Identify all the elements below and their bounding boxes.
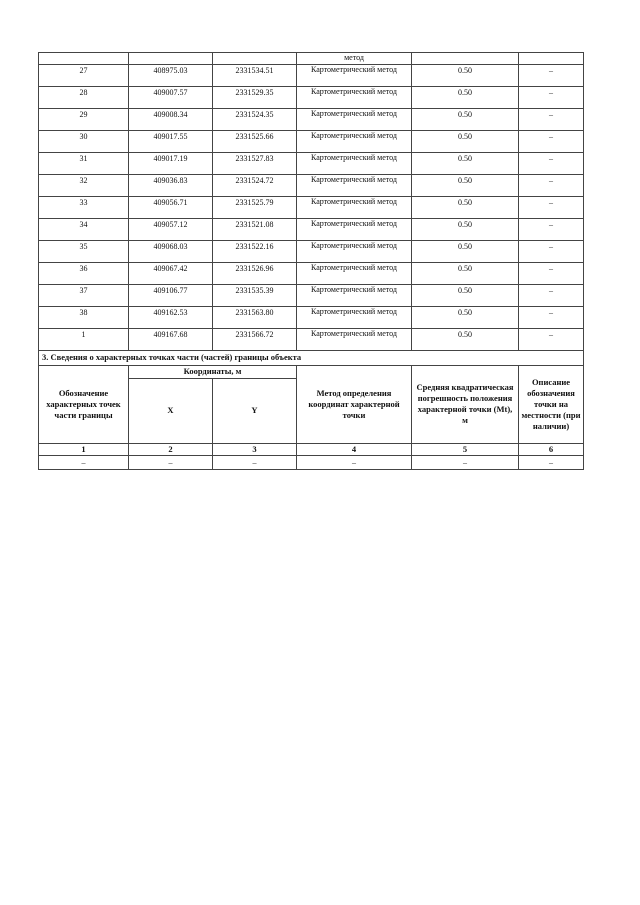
cell-method: Картометрический метод bbox=[297, 130, 412, 152]
table-row bbox=[39, 218, 584, 240]
cell-y: 2331527.83 bbox=[213, 152, 297, 174]
cell-x: 409162.53 bbox=[129, 306, 213, 328]
column-number: 6 bbox=[519, 443, 584, 455]
cell-x: 409036.83 bbox=[129, 174, 213, 196]
cell-x: 408975.03 bbox=[129, 64, 213, 86]
cell-empty bbox=[412, 53, 519, 65]
table-row bbox=[39, 262, 584, 284]
column-number: 4 bbox=[297, 443, 412, 455]
cell-method: Картометрический метод bbox=[297, 328, 412, 350]
cell-point-number: 31 bbox=[39, 152, 129, 174]
header-x: X bbox=[129, 378, 213, 443]
cell-description: – bbox=[519, 108, 584, 130]
header-accuracy: Средняя квадратическая погрешность положения характерной точки (Mt), м bbox=[412, 365, 519, 443]
cell-description: – bbox=[519, 240, 584, 262]
cell-empty bbox=[129, 53, 213, 65]
table-row bbox=[39, 306, 584, 328]
cell-x: 409056.71 bbox=[129, 196, 213, 218]
cell-accuracy: 0.50 bbox=[412, 152, 519, 174]
cell-x: 409067.42 bbox=[129, 262, 213, 284]
cell-point-number: 36 bbox=[39, 262, 129, 284]
cell-accuracy: 0.50 bbox=[412, 306, 519, 328]
coordinates-table bbox=[38, 52, 584, 470]
header-row bbox=[39, 365, 584, 378]
table-row bbox=[39, 174, 584, 196]
cell-y: 2331563.80 bbox=[213, 306, 297, 328]
cell-point-number: 34 bbox=[39, 218, 129, 240]
cell-accuracy: 0.50 bbox=[412, 240, 519, 262]
header-description: Описание обозначения точки на местности (при наличии) bbox=[519, 365, 584, 443]
cell-method: Картометрический метод bbox=[297, 64, 412, 86]
cell-x: 409017.19 bbox=[129, 152, 213, 174]
cell-accuracy: 0.50 bbox=[412, 108, 519, 130]
cell-method: Картометрический метод bbox=[297, 196, 412, 218]
empty-row bbox=[39, 455, 584, 469]
cell-method: Картометрический метод bbox=[297, 152, 412, 174]
cell-y: 2331524.35 bbox=[213, 108, 297, 130]
cell-x: 409068.03 bbox=[129, 240, 213, 262]
cell-y: 2331524.72 bbox=[213, 174, 297, 196]
cell-x: 409008.34 bbox=[129, 108, 213, 130]
cell-y: 2331525.79 bbox=[213, 196, 297, 218]
cell-point-number: 33 bbox=[39, 196, 129, 218]
cell-empty bbox=[39, 53, 129, 65]
column-number: 1 bbox=[39, 443, 129, 455]
cell-y: 2331535.39 bbox=[213, 284, 297, 306]
header-coordinates: Координаты, м bbox=[129, 365, 297, 378]
cell-point-number: 38 bbox=[39, 306, 129, 328]
cell-x: 409167.68 bbox=[129, 328, 213, 350]
cell-x: 409017.55 bbox=[129, 130, 213, 152]
cell-empty bbox=[519, 53, 584, 65]
cell-accuracy: 0.50 bbox=[412, 86, 519, 108]
column-number: 2 bbox=[129, 443, 213, 455]
cell-point-number: 28 bbox=[39, 86, 129, 108]
cell-empty bbox=[213, 53, 297, 65]
cell-description: – bbox=[519, 152, 584, 174]
cell-dash: – bbox=[39, 455, 129, 469]
cell-method: Картометрический метод bbox=[297, 306, 412, 328]
column-number: 5 bbox=[412, 443, 519, 455]
column-number: 3 bbox=[213, 443, 297, 455]
cell-accuracy: 0.50 bbox=[412, 64, 519, 86]
cell-y: 2331534.51 bbox=[213, 64, 297, 86]
continued-row bbox=[39, 53, 584, 65]
cell-description: – bbox=[519, 328, 584, 350]
header-y: Y bbox=[213, 378, 297, 443]
table-row bbox=[39, 64, 584, 86]
table-row bbox=[39, 152, 584, 174]
cell-dash: – bbox=[297, 455, 412, 469]
cell-accuracy: 0.50 bbox=[412, 174, 519, 196]
section-3-title: 3. Сведения о характерных точках части (частей) границы объекта bbox=[39, 350, 584, 365]
cell-y: 2331525.66 bbox=[213, 130, 297, 152]
cell-method: Картометрический метод bbox=[297, 218, 412, 240]
cell-description: – bbox=[519, 86, 584, 108]
header-method: Метод определения координат характерной точки bbox=[297, 365, 412, 443]
table-row bbox=[39, 108, 584, 130]
cell-point-number: 27 bbox=[39, 64, 129, 86]
cell-accuracy: 0.50 bbox=[412, 196, 519, 218]
table-row bbox=[39, 86, 584, 108]
cell-accuracy: 0.50 bbox=[412, 284, 519, 306]
cell-dash: – bbox=[129, 455, 213, 469]
cell-method: Картометрический метод bbox=[297, 240, 412, 262]
cell-point-number: 37 bbox=[39, 284, 129, 306]
cell-point-number: 32 bbox=[39, 174, 129, 196]
cell-accuracy: 0.50 bbox=[412, 262, 519, 284]
cell-description: – bbox=[519, 196, 584, 218]
header-point: Обозначение характерных точек части границы bbox=[39, 365, 129, 443]
cell-point-number: 35 bbox=[39, 240, 129, 262]
cell-point-number: 30 bbox=[39, 130, 129, 152]
cell-point-number: 29 bbox=[39, 108, 129, 130]
table-row bbox=[39, 328, 584, 350]
cell-description: – bbox=[519, 284, 584, 306]
cell-description: – bbox=[519, 262, 584, 284]
cell-description: – bbox=[519, 218, 584, 240]
cell-dash: – bbox=[519, 455, 584, 469]
cell-method: Картометрический метод bbox=[297, 262, 412, 284]
cell-y: 2331526.96 bbox=[213, 262, 297, 284]
cell-x: 409007.57 bbox=[129, 86, 213, 108]
table-row bbox=[39, 196, 584, 218]
table-row bbox=[39, 240, 584, 262]
cell-point-number: 1 bbox=[39, 328, 129, 350]
cell-accuracy: 0.50 bbox=[412, 218, 519, 240]
table-row bbox=[39, 284, 584, 306]
cell-method: Картометрический метод bbox=[297, 284, 412, 306]
cell-method: Картометрический метод bbox=[297, 86, 412, 108]
cell-x: 409106.77 bbox=[129, 284, 213, 306]
cell-description: – bbox=[519, 306, 584, 328]
cell-method: Картометрический метод bbox=[297, 174, 412, 196]
table-row bbox=[39, 130, 584, 152]
section-3-row bbox=[39, 350, 584, 365]
cell-y: 2331529.35 bbox=[213, 86, 297, 108]
cell-description: – bbox=[519, 174, 584, 196]
cell-y: 2331522.16 bbox=[213, 240, 297, 262]
cell-dash: – bbox=[412, 455, 519, 469]
coordinates-table-body bbox=[39, 53, 584, 470]
cell-description: – bbox=[519, 130, 584, 152]
column-numbers-row bbox=[39, 443, 584, 455]
cell-description: – bbox=[519, 64, 584, 86]
cell-method: Картометрический метод bbox=[297, 108, 412, 130]
cell-y: 2331521.08 bbox=[213, 218, 297, 240]
cell-x: 409057.12 bbox=[129, 218, 213, 240]
cell-y: 2331566.72 bbox=[213, 328, 297, 350]
cell-accuracy: 0.50 bbox=[412, 328, 519, 350]
cell-dash: – bbox=[213, 455, 297, 469]
cell-accuracy: 0.50 bbox=[412, 130, 519, 152]
cell-method: метод bbox=[297, 53, 412, 65]
